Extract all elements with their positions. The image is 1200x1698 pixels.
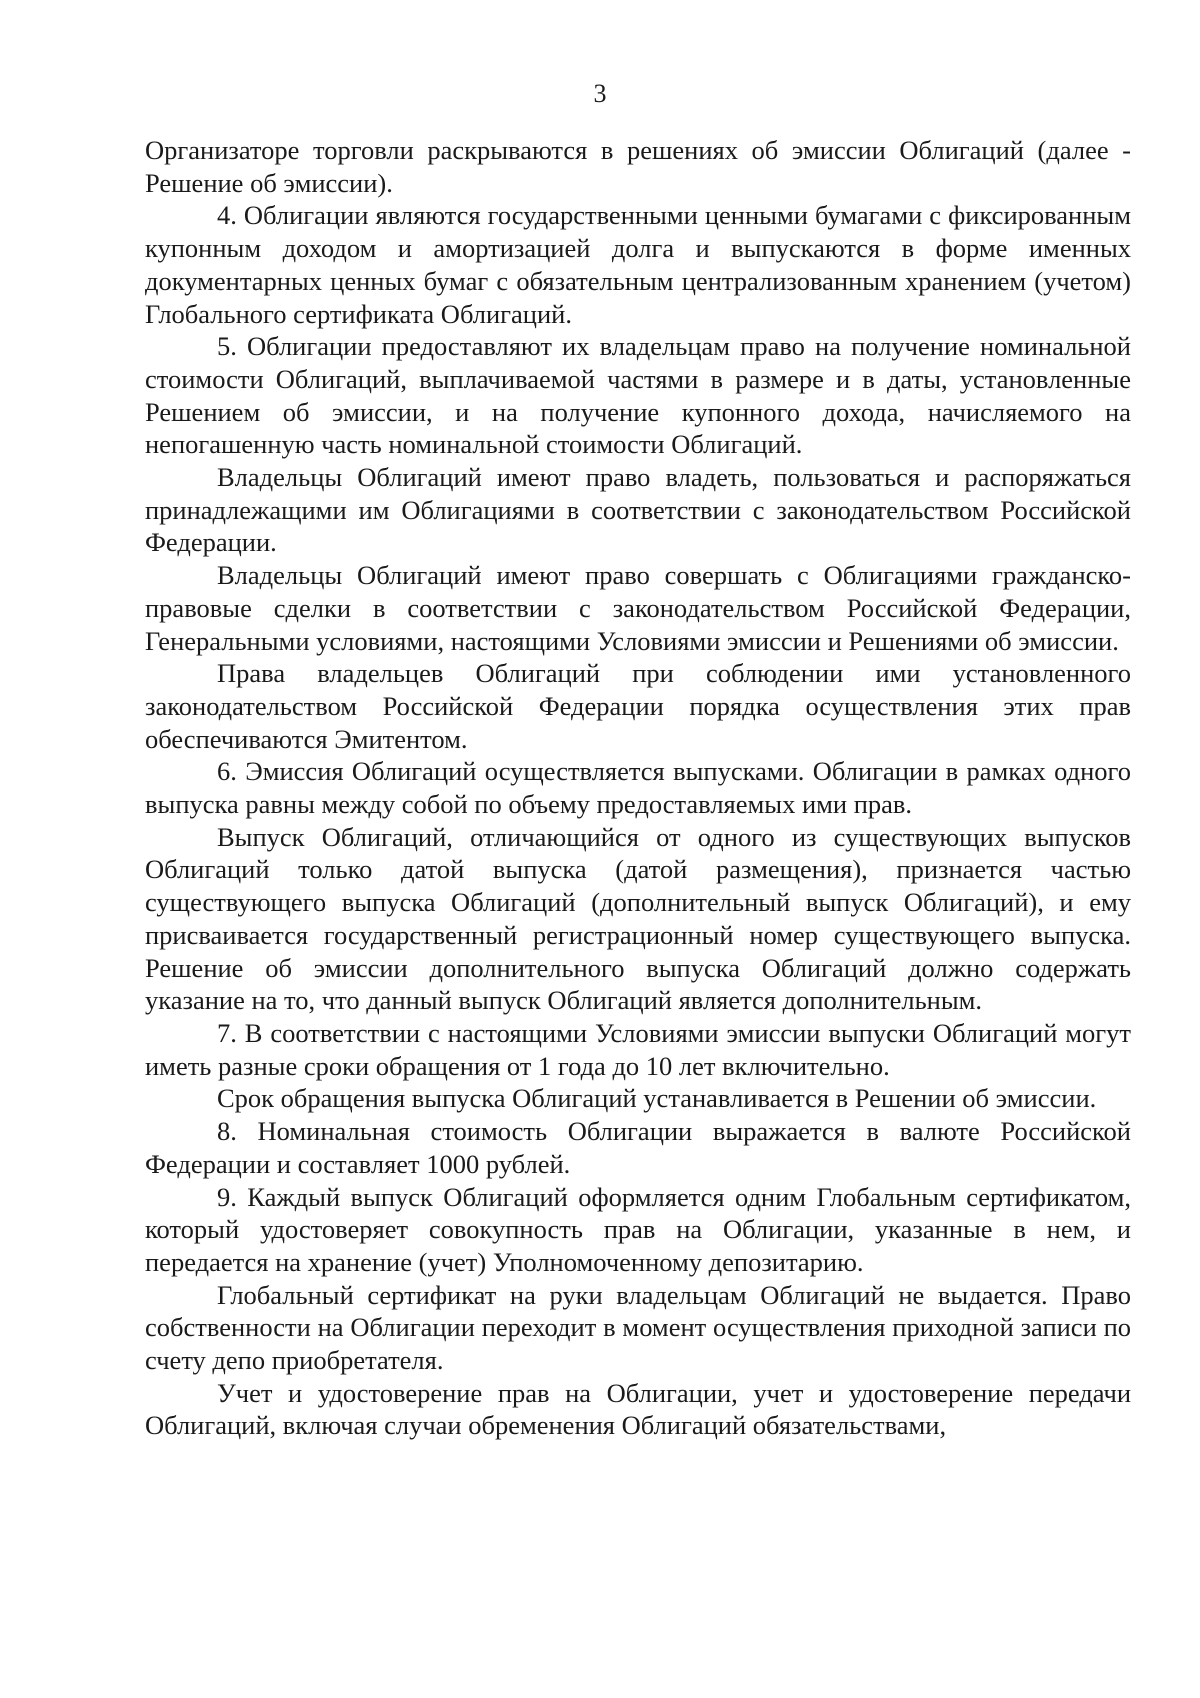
document-body: [145, 134, 1131, 1442]
paragraph-item-7: 7. В соответствии с настоящими Условиями эмиссии выпуски Облигаций могут иметь разные сроки обращения от 1 года до 10 лет включительно.: [145, 1017, 1131, 1081]
paragraph-item-6: 6. Эмиссия Облигаций осуществляется выпусками. Облигации в рамках одного выпуска равны между собой по объему предоставляемых ими прав.: [145, 756, 1131, 820]
page-number: 3: [593, 79, 607, 108]
paragraph-rights-accounting: Учет и удостоверение прав на Облигации, учет и удостоверение передачи Облигаций, включая случаи обременения Облигаций обязательствами,: [145, 1377, 1131, 1441]
paragraph-item-8: 8. Номинальная стоимость Облигации выражается в валюте Российской Федерации и составляет 1000 рублей.: [145, 1116, 1131, 1179]
paragraph-owners-rights: Владельцы Облигаций имеют право владеть, пользоваться и распоряжаться принадлежащими им Облигациями в соответствии с законодательством Российской Федерации.: [145, 462, 1131, 558]
paragraph-item-9: 9. Каждый выпуск Облигаций оформляется одним Глобальным сертификатом, который удостоверяет совокупность прав на Облигации, указанные в нем, и передается на хранение (учет) Уполномоченному депозитарию.: [145, 1181, 1131, 1277]
paragraph-item-5: 5. Облигации предоставляют их владельцам право на получение номинальной стоимости Облигаций, выплачиваемой частями в размере и в даты, установленные Решением об эмиссии, и на получение купонного дохода, начисляемого на непогашенную часть номинальной стоимости Облигаций.: [145, 331, 1131, 460]
paragraph-circulation-term: Срок обращения выпуска Облигаций устанавливается в Решении об эмиссии.: [217, 1083, 1097, 1114]
paragraph-owners-transactions: Владельцы Облигаций имеют право совершать с Облигациями гражданско-правовые сделки в соответствии с законодательством Российской Федерации, Генеральными условиями, настоящими Условиями эмиссии и Решениями об эмиссии.: [145, 560, 1131, 656]
paragraph-organizer-continuation: Организаторе торговли раскрываются в решениях об эмиссии Облигаций (далее - Решение об эмиссии).: [145, 135, 1131, 198]
paragraph-additional-issue: Выпуск Облигаций, отличающийся от одного из существующих выпусков Облигаций только датой выпуска (датой размещения), признается частью существующего выпуска Облигаций (дополнительный выпуск Облигаций), и ему присваивается государственный регистрационный номер существующего выпуска. Решение об эмиссии дополнительного выпуска Облигаций должно содержать указание на то, что данный выпуск Облигаций является дополнительным.: [145, 821, 1131, 1016]
paragraph-owners-protection: Права владельцев Облигаций при соблюдении ими установленного законодательством Российской Федерации порядка осуществления этих прав обеспечиваются Эмитентом.: [145, 658, 1131, 754]
paragraph-item-4: 4. Облигации являются государственными ценными бумагами с фиксированным купонным доходом и амортизацией долга и выпускаются в форме именных документарных ценных бумаг с обязательным централизованным хранением (учетом) Глобального сертификата Облигаций.: [145, 200, 1131, 329]
paragraph-global-certificate: Глобальный сертификат на руки владельцам Облигаций не выдается. Право собственности на Облигации переходит в момент осуществления приходной записи по счету депо приобретателя.: [145, 1279, 1131, 1376]
